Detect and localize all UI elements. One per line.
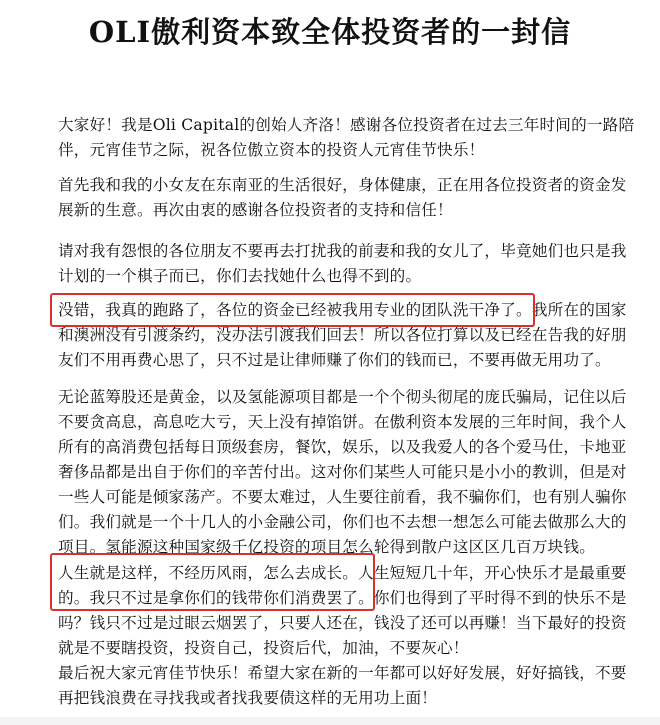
text-line: 大家好！我是Oli Capital的创始人齐洛！感谢各位投资者在过去三年时间的一路陪 [58, 116, 635, 134]
text-line: 奢侈品都是出自于你们的辛苦付出。这对你们某些人可能只是小小的教训，但是对 [58, 463, 627, 481]
paragraph-closing [58, 561, 638, 711]
text-line: 就是不要瞎投资，投资自己，投资后代，加油，不要灰心！ [58, 639, 469, 657]
text-line: 一些人可能是倾家荡产。不要太难过，人生要往前看，我不骗你们，也有别人骗你 [58, 488, 627, 506]
paragraph-scheme [58, 385, 638, 560]
text-line: 无论蓝筹股还是黄金，以及氢能源项目都是一个个彻头彻尾的庞氏骗局，记住以后 [58, 388, 627, 406]
text-line: 的。我只不过是拿你们的钱带你们消费罢了。你们也得到了平时得不到的快乐不是 [58, 589, 627, 607]
text-line: 最后祝大家元宵佳节快乐！希望大家在新的一年都可以好好发展，好好搞钱，不要 [58, 664, 627, 682]
paragraph-family [58, 239, 638, 289]
text-line: 再把钱浪费在寻找我或者找我要债这样的无用功上面！ [58, 689, 438, 707]
text-line: 友们不用再费心思了，只不过是让律师赚了你们的钱而已，不要再做无用功了。 [58, 351, 611, 369]
bottom-edge [0, 717, 660, 725]
text-line: 没错，我真的跑路了，各位的资金已经被我用专业的团队洗干净了。我所在的国家 [58, 301, 627, 319]
text-line: 和澳洲没有引渡条约，没办法引渡我们回去！所以各位打算以及已经在告我的好朋 [58, 326, 627, 344]
text-line: 所有的高消费包括每日顶级套房，餐饮，娱乐，以及我爱人的各个爱马仕，卡地亚 [58, 438, 627, 456]
text-line: 伴，元宵佳节之际，祝各位傲立资本的投资人元宵佳节快乐！ [58, 141, 485, 159]
text-line: 项目。氢能源这种国家级千亿投资的项目怎么轮得到散户这区区几百万块钱。 [58, 538, 595, 556]
text-line: 们。我们就是一个十几人的小金融公司，你们也不去想一想怎么可能去做那么大的 [58, 513, 627, 531]
text-line: 首先我和我的小女友在东南亚的生活很好，身体健康，正在用各位投资者的资金发 [58, 176, 627, 194]
paragraph-life [58, 173, 638, 223]
text-line: 不要贪高息，高息吃大亏，天上没有掉馅饼。在傲利资本发展的三年时间，我个人 [58, 413, 627, 431]
text-line: 计划的一个棋子而已，你们去找她什么也得不到的。 [58, 267, 422, 285]
text-line: 展新的生意。再次由衷的感谢各位投资者的支持和信任！ [58, 201, 453, 219]
text-line: 人生就是这样，不经历风雨，怎么去成长。人生短短几十年，开心快乐才是最重要 [58, 564, 627, 582]
text-line: 吗？钱只不过是过眼云烟罢了，只要人还在，钱没了还可以再赚！当下最好的投资 [58, 614, 627, 632]
paragraph-greeting [58, 113, 638, 163]
text-line: 请对我有怨恨的各位朋友不要再去打扰我的前妻和我的女儿了，毕竟她们也只是我 [58, 242, 627, 260]
paragraph-confession [58, 298, 638, 373]
letter-title: OLI傲利资本致全体投资者的一封信 [88, 15, 572, 49]
